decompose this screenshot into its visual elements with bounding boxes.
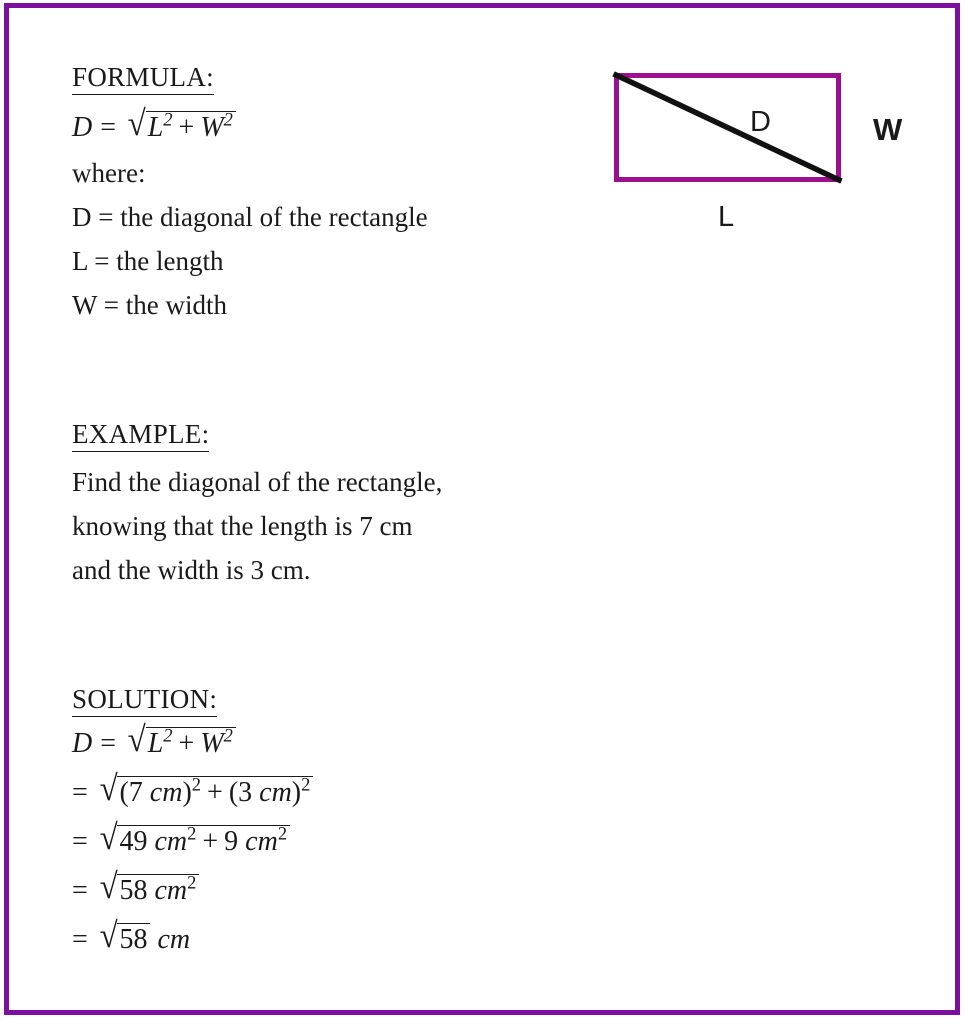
step1-radical [126, 719, 236, 759]
solution-step-5 [72, 915, 191, 955]
step3-nine: 9 [224, 826, 239, 857]
step2-close-paren-b: ) [291, 777, 302, 808]
step2-three: 3 [238, 777, 253, 808]
step3-radical [98, 817, 290, 857]
step5-radicand [117, 923, 150, 954]
step1-equals: = [100, 728, 117, 759]
step2-equals: = [72, 777, 88, 808]
example-line-1: Find the diagonal of the rectangle, [72, 467, 443, 497]
radicand-L-exponent: 2 [163, 109, 173, 130]
step3-fortynine: 49 [119, 826, 148, 857]
radicand-W: W [200, 112, 224, 143]
step5-fiftyeight: 58 [119, 924, 148, 955]
definition-width: W = the width [72, 290, 227, 320]
step4-radical [98, 866, 200, 906]
example-heading: EXAMPLE: [72, 421, 209, 452]
step3-radicand [117, 825, 290, 856]
step3-equals: = [72, 826, 88, 857]
step3-cm-a: cm [154, 826, 188, 857]
diagonal-line-svg [605, 60, 925, 250]
step2-exp-a: 2 [191, 774, 202, 795]
step2-cm-b: cm [259, 777, 292, 808]
step1-radicand [146, 727, 236, 758]
step3-plus: + [202, 826, 219, 857]
step4-cm: cm [154, 875, 188, 906]
step2-exp-b: 2 [301, 774, 311, 795]
definition-length: L = the length [72, 246, 224, 276]
step2-close-paren-a: ) [182, 777, 192, 808]
formula-heading: FORMULA: [72, 64, 214, 95]
step2-open-paren-a: ( [119, 777, 129, 808]
step2-radicand [117, 776, 313, 807]
step1-lead: D [72, 728, 93, 759]
step2-cm-a: cm [149, 777, 183, 808]
where-label: where: [72, 158, 146, 188]
radical-sign-icon: √ [127, 719, 146, 759]
solution-step-3 [72, 817, 290, 857]
radical-sign-icon: √ [127, 103, 146, 143]
step2-plus: + [207, 777, 223, 808]
radicand-W-exponent: 2 [223, 109, 233, 130]
radical-sign-icon: √ [99, 817, 118, 857]
solution-step-2 [72, 768, 313, 808]
step2-seven: 7 [128, 777, 143, 808]
radicand-plus: + [178, 112, 195, 143]
radical-sign-icon: √ [99, 915, 118, 955]
solution-step-1 [72, 719, 236, 759]
radical-sign-icon: √ [99, 866, 118, 906]
step5-equals: = [72, 924, 88, 955]
step5-cm: cm [157, 924, 191, 955]
solution-step-4 [72, 866, 199, 906]
diagram-label-diagonal: D [750, 106, 771, 138]
step1-W: W [200, 728, 224, 759]
radicand-L: L [147, 112, 164, 143]
step1-W-exp: 2 [223, 725, 233, 746]
step5-radical [98, 915, 151, 955]
formula-lhs: D [72, 112, 93, 143]
step4-radicand [117, 874, 199, 905]
diagram-label-length: L [718, 201, 735, 233]
step2-radical [98, 768, 314, 808]
step4-fiftyeight: 58 [119, 875, 148, 906]
step4-equals: = [72, 875, 88, 906]
step3-exp-b: 2 [277, 823, 288, 844]
example-line-3: and the width is 3 cm. [72, 555, 311, 585]
rectangle-diagram [605, 60, 925, 250]
solution-heading-wrap [72, 686, 217, 717]
step1-plus: + [178, 728, 195, 759]
formula-equals: = [100, 112, 117, 143]
step1-L-exp: 2 [163, 725, 173, 746]
formula-heading-wrap [72, 64, 214, 95]
step3-cm-b: cm [245, 826, 278, 857]
definition-diagonal: D = the diagonal of the rectangle [72, 202, 428, 232]
step1-L: L [147, 728, 164, 759]
example-heading-wrap [72, 421, 209, 452]
formula-radical [126, 103, 236, 143]
example-line-2: knowing that the length is 7 cm [72, 511, 413, 541]
formula-radicand [146, 111, 236, 142]
radical-sign-icon: √ [99, 768, 118, 808]
diagonal-line [616, 75, 839, 180]
solution-heading: SOLUTION: [72, 686, 217, 717]
diagram-label-width: W [873, 112, 903, 147]
step4-exp: 2 [187, 872, 197, 893]
step3-exp-a: 2 [187, 823, 197, 844]
formula-equation [72, 103, 236, 143]
step2-open-paren-b: ( [228, 777, 239, 808]
